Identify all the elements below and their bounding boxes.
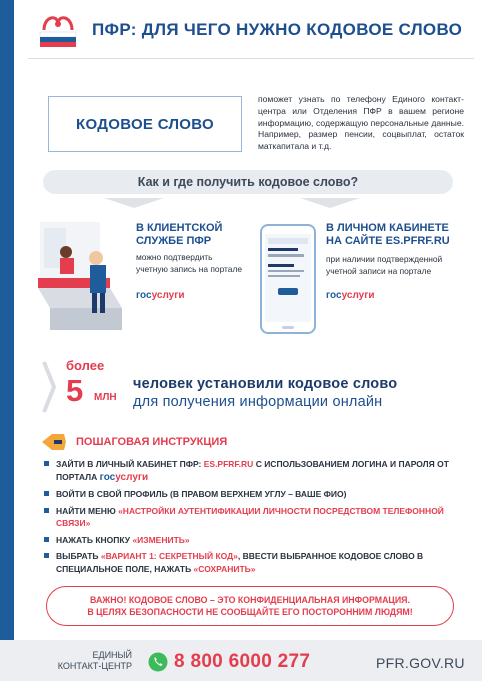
keyword-description: поможет узнать по телефону Единого контакт-центра или Отделения ПФР в вашем регионе информацию, содержащую персональные данные. Например, размер пенсии, соцвыплат, остаток маткапитала и т.д. (258, 94, 464, 152)
stat-bracket-icon (42, 360, 56, 414)
contact-phone-number[interactable]: 8 800 6000 277 (174, 651, 311, 672)
step-bullet-icon (44, 491, 49, 496)
step-item: ЗАЙТИ В ЛИЧНЫЙ КАБИНЕТ ПФР: ES.PFRF.RU С ИСПОЛЬЗОВАНИЕМ ЛОГИНА И ПАРОЛЯ ОТ ПОРТАЛА госуслуги (44, 458, 464, 484)
keyword-box (48, 96, 242, 152)
website-link[interactable]: PFR.GOV.RU (376, 655, 465, 671)
arrow-down-right-icon (300, 198, 360, 208)
stat-unit: МЛН (94, 392, 117, 403)
page-title: ПФР: ДЛЯ ЧЕГО НУЖНО КОДОВОЕ СЛОВО (92, 20, 463, 39)
gosuslugi-part-gos: гос (136, 290, 152, 301)
keyword-label: КОДОВОЕ СЛОВО (76, 115, 214, 133)
office-method-text: можно подтвердить учетную запись на портале (136, 252, 242, 274)
step-bullet-icon (44, 461, 49, 466)
warning-line-2: В ЦЕЛЯХ БЕЗОПАСНОСТИ НЕ СООБЩАЙТЕ ЕГО ПОСТОРОННИМ ЛЮДЯМ! (87, 607, 413, 617)
question-banner (43, 170, 453, 194)
cabinet-method-title: В ЛИЧНОМ КАБИНЕТЕ НА САЙТЕ ES.PFRF.RU (326, 222, 450, 247)
step-link-es-pfrf[interactable]: ES.PFRF.RU (203, 459, 254, 469)
stat-number: 5 (66, 373, 84, 408)
gosuslugi-logo (326, 290, 375, 301)
pfr-logo-icon (38, 8, 78, 48)
step-item: ВЫБРАТЬ «ВАРИАНТ 1: СЕКРЕТНЫЙ КОД», ВВЕСТИ ВЫБРАННОЕ КОДОВОЕ СЛОВО В СПЕЦИАЛЬНОЕ ПОЛЕ, НАЖАТЬ «СОХРАНИТЬ» (44, 550, 464, 575)
warning-box (46, 586, 454, 626)
gosuslugi-part-uslugi: услуги (151, 290, 185, 301)
footer-contact-label: ЕДИНЫЙ КОНТАКТ-ЦЕНТР (57, 650, 132, 671)
warning-line-1: ВАЖНО! КОДОВОЕ СЛОВО – ЭТО КОНФИДЕНЦИАЛЬНАЯ ИНФОРМАЦИЯ. (90, 595, 410, 605)
instruction-title: ПОШАГОВАЯ ИНСТРУКЦИЯ (76, 436, 228, 448)
side-accent-bar (0, 0, 14, 681)
stat-line-2: для получения информации онлайн (133, 394, 383, 410)
step-item: НАЖАТЬ КНОПКУ «ИЗМЕНИТЬ» (44, 534, 464, 547)
stat-prefix: более (66, 358, 105, 373)
question-text: Как и где получить кодовое слово? (137, 175, 359, 189)
client-service-illustration-icon (30, 212, 130, 342)
gosuslugi-part-uslugi: услуги (341, 290, 375, 301)
stat-line-1: человек установили кодовое слово (133, 376, 398, 392)
step-bullet-icon (44, 537, 49, 542)
phone-icon (148, 652, 168, 672)
arrow-down-left-icon (104, 198, 164, 208)
step-item: НАЙТИ МЕНЮ «НАСТРОЙКИ АУТЕНТИФИКАЦИИ ЛИЧНОСТИ ПОСРЕДСТВОМ ТЕЛЕФОННОЙ СВЯЗИ» (44, 505, 464, 530)
office-method-title: В КЛИЕНТСКОЙ СЛУЖБЕ ПФР (136, 222, 223, 247)
step-bullet-icon (44, 553, 49, 558)
step-item: ВОЙТИ В СВОЙ ПРОФИЛЬ (В ПРАВОМ ВЕРХНЕМ УГЛУ – ВАШЕ ФИО) (44, 488, 464, 501)
step-bullet-icon (44, 508, 49, 513)
gosuslugi-part-gos: гос (326, 290, 342, 301)
smartphone-illustration-icon (260, 224, 316, 334)
instruction-steps (44, 458, 464, 579)
gosuslugi-logo (136, 290, 185, 301)
pointing-hand-icon (40, 432, 68, 452)
header (14, 0, 482, 56)
header-divider (28, 58, 474, 59)
cabinet-method-text: при наличии подтвержденной учетной записи на портале (326, 254, 443, 276)
